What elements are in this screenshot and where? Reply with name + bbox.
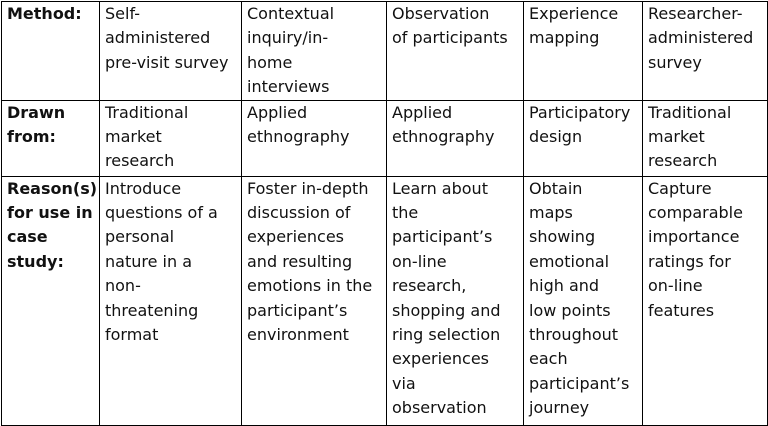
text-line: Capture bbox=[648, 178, 712, 198]
text-line: on-line bbox=[648, 276, 703, 296]
text-line: each bbox=[529, 349, 568, 369]
cell-drawn-from-2 bbox=[242, 100, 387, 176]
text-line: home bbox=[247, 52, 293, 72]
text-line: from: bbox=[7, 127, 56, 147]
text-line: inquiry/in- bbox=[247, 28, 329, 48]
text-line: Observation bbox=[392, 4, 490, 23]
text-line: Participatory bbox=[529, 102, 631, 122]
cell-reason-1 bbox=[100, 176, 242, 425]
text-line: personal bbox=[105, 227, 175, 247]
text-line: research bbox=[105, 151, 175, 171]
text-line: throughout bbox=[529, 325, 619, 345]
text-line: Learn about bbox=[392, 178, 488, 198]
text-line: research, bbox=[392, 276, 467, 296]
text-line: survey bbox=[648, 52, 702, 72]
cell-method-contextual-inquiry bbox=[242, 2, 387, 101]
research-methods-table bbox=[1, 1, 768, 426]
text-line: Reason(s) bbox=[7, 178, 98, 198]
text-line: Experience bbox=[529, 4, 619, 23]
text-line: shopping and bbox=[392, 300, 501, 320]
text-line: low points bbox=[529, 300, 611, 320]
cell-reason-4 bbox=[524, 176, 643, 425]
text-line: Applied bbox=[392, 102, 453, 122]
text-line: Obtain bbox=[529, 178, 583, 198]
text-line: for use in bbox=[7, 203, 93, 223]
text-line: participant’s bbox=[247, 300, 348, 320]
cell-reason-3 bbox=[387, 176, 524, 425]
text-line: via bbox=[392, 373, 416, 393]
text-line: ethnography bbox=[247, 127, 350, 147]
text-line: participant’s bbox=[392, 227, 493, 247]
text-line: maps bbox=[529, 203, 573, 223]
text-line: emotional bbox=[529, 251, 610, 271]
text-line: importance bbox=[648, 227, 740, 247]
text-line: discussion of bbox=[247, 203, 351, 223]
text-line: Contextual bbox=[247, 4, 335, 23]
text-line: case bbox=[7, 227, 48, 247]
text-line: questions of a bbox=[105, 203, 218, 223]
text-line: journey bbox=[529, 398, 590, 418]
cell-method-experience-mapping bbox=[524, 2, 643, 101]
text-line: non- bbox=[105, 276, 141, 296]
text-line: Method: bbox=[7, 4, 82, 23]
text-line: ring selection bbox=[392, 325, 501, 345]
row-header-reasons bbox=[2, 176, 100, 425]
cell-drawn-from-3 bbox=[387, 100, 524, 176]
text-line: Traditional bbox=[648, 102, 732, 122]
text-line: Drawn bbox=[7, 102, 66, 122]
cell-reason-5 bbox=[643, 176, 768, 425]
cell-drawn-from-1 bbox=[100, 100, 242, 176]
row-header-method bbox=[2, 2, 100, 101]
text-line: research bbox=[648, 151, 718, 171]
text-line: experiences bbox=[392, 349, 490, 369]
text-line: mapping bbox=[529, 28, 600, 48]
cell-drawn-from-4 bbox=[524, 100, 643, 176]
text-line: Traditional bbox=[105, 102, 189, 122]
text-line: the bbox=[392, 203, 419, 223]
text-line: comparable bbox=[648, 203, 743, 223]
cell-method-self-administered-survey bbox=[100, 2, 242, 101]
text-line: nature in a bbox=[105, 251, 192, 271]
text-line: on-line bbox=[392, 251, 447, 271]
text-line: Foster in-depth bbox=[247, 178, 369, 198]
text-line: administered bbox=[105, 28, 211, 48]
text-line: market bbox=[648, 127, 705, 147]
text-line: and resulting bbox=[247, 251, 353, 271]
text-line: interviews bbox=[247, 77, 330, 97]
text-line: ratings for bbox=[648, 251, 731, 271]
text-line: ethnography bbox=[392, 127, 495, 147]
cell-reason-2 bbox=[242, 176, 387, 425]
table-row-reasons bbox=[2, 176, 768, 425]
text-line: threatening bbox=[105, 300, 199, 320]
text-line: emotions in the bbox=[247, 276, 373, 296]
cell-drawn-from-5 bbox=[643, 100, 768, 176]
text-line: environment bbox=[247, 325, 349, 345]
cell-method-researcher-administered-survey bbox=[643, 2, 768, 101]
text-line: of participants bbox=[392, 28, 508, 48]
text-line: experiences bbox=[247, 227, 345, 247]
text-line: features bbox=[648, 300, 715, 320]
text-line: observation bbox=[392, 398, 487, 418]
text-line: format bbox=[105, 325, 159, 345]
text-line: Researcher- bbox=[648, 4, 743, 23]
text-line: study: bbox=[7, 251, 64, 271]
text-line: design bbox=[529, 127, 583, 147]
table-row-method bbox=[2, 2, 768, 101]
table-row-drawn-from bbox=[2, 100, 768, 176]
text-line: Self- bbox=[105, 4, 140, 23]
text-line: Introduce bbox=[105, 178, 182, 198]
cell-method-observation bbox=[387, 2, 524, 101]
text-line: showing bbox=[529, 227, 596, 247]
text-line: administered bbox=[648, 28, 754, 48]
text-line: market bbox=[105, 127, 162, 147]
text-line: pre-visit survey bbox=[105, 52, 229, 72]
text-line: high and bbox=[529, 276, 600, 296]
text-line: Applied bbox=[247, 102, 308, 122]
text-line: participant’s bbox=[529, 373, 630, 393]
row-header-drawn-from bbox=[2, 100, 100, 176]
